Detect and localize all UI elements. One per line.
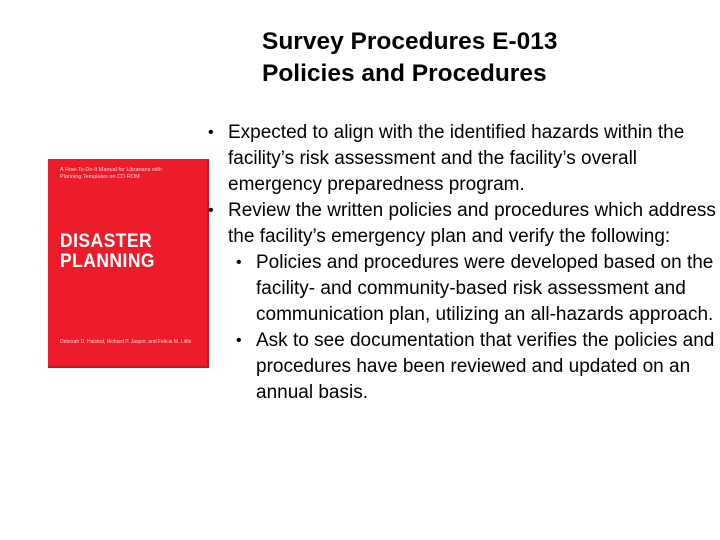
- sub-bullet-item: • Ask to see documentation that verifies the policies and procedures have been reviewed and updated on an annual basis.: [236, 328, 718, 406]
- bullet-list: [208, 120, 718, 406]
- slide-title-line-2: Policies and Procedures: [262, 60, 547, 87]
- book-cover-title-line-1: DISASTER: [60, 231, 153, 252]
- book-cover-authors: Deborah D. Halsted, Richard P. Jasper, and Felicia M. Little: [60, 339, 192, 345]
- book-cover-title: [60, 232, 155, 272]
- bullet-item: • Expected to align with the identified hazards within the facility’s risk assessment and the facility’s overall emergency preparedness program.: [208, 120, 718, 198]
- slide-title: [262, 26, 702, 90]
- book-cover-blurb: A How-To-Do-It Manual for Librarians with Planning Templates on CD-ROM: [60, 167, 162, 180]
- bullet-item: • Review the written policies and procedures which address the facility’s emergency plan and verify the following:: [208, 198, 718, 250]
- book-cover-title-line-2: PLANNING: [60, 251, 155, 272]
- book-cover-image: [48, 159, 209, 368]
- sub-bullet-item: • Policies and procedures were developed based on the facility- and community-based risk assessment and communication plan, utilizing an all-hazards approach.: [236, 250, 718, 328]
- slide-title-line-1: Survey Procedures E-013: [262, 28, 558, 55]
